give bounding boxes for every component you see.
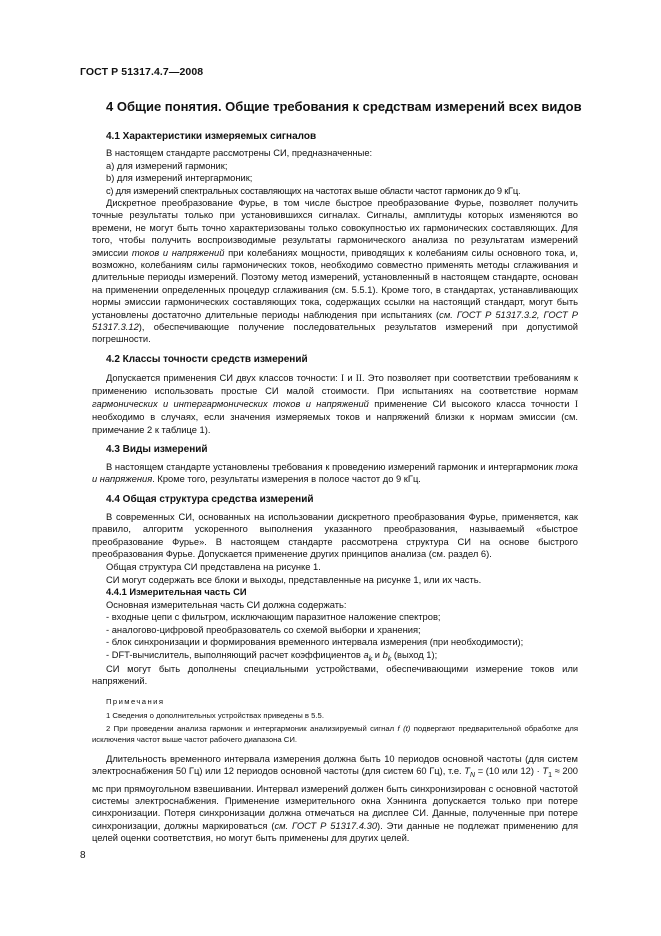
measurement-interval-paragraph: Длительность временного интервала измерения должна быть 10 периодов основной частоты (для систем электроснабжения 50 Гц) или 12 периодов основной частоты (для систем 60 Гц), т.е. $T_N = (10$ или $12) \cdot T_1 \approx 200$ мс при прямоугольном взвешивании. Интервал измерений должен быть синхронизирован с основной частотой системы электроснабжения. Применение измерительного окна Хэннинга допускается только при потере синхронизации. Потеря синхронизации должна отмечаться на дисплее СИ. Данные, полученные при потере синхронизации, должны маркироваться (см. ГОСТ Р 51317.4.30). Эти данные не подлежат применению для целей оценки соответствия, но могут быть применены для других целей. [92, 754, 579, 844]
s42-paragraph: Допускается применения СИ двух классов точности: I и II. Это позволяет при соответствии требованиям к применению использовать простые СИ малой стоимости. При испытаниях на соответствие нормам гармонических и интергармонических токов и напряжений применение СИ высокого класса точности I необходимо в случаях, если значения измеряемых токов и напряжений близки к нормам эмиссии (см. примечание 2 к таблице 1). [92, 373, 578, 435]
subsection-4-1-title: 4.1 Характеристики измеряемых сигналов [106, 131, 317, 142]
s441-extra: СИ могут быть дополнены специальными устройствами, обеспечивающими измерение токов или напряжений. [92, 664, 578, 687]
section-4-title: 4 Общие понятия. Общие требования к средствам измерений всех видов [106, 99, 582, 114]
subsection-4-4-1-title: 4.4.1 Измерительная часть СИ [106, 587, 247, 597]
s41-item-a: а) для измерений гармоник; [106, 160, 228, 171]
page-number: 8 [80, 850, 86, 861]
note-1: 1 Сведения о дополнительных устройствах приведены в 5.5. [106, 711, 324, 720]
s441-item-sync: - блок синхронизации и формирования временного интервала измерения (при необходимости); [106, 637, 524, 647]
s44-paragraph-1: В современных СИ, основанных на использовании дискретного преобразования Фурье, применяется, как правило, алгоритм ускоренного выполнения указанного преобразования, называемый «быстрое преобразование Фурье». В настоящем стандарте рассмотрена структура СИ на основе быстрого преобразования Фурье. Допускается применение других принципов анализа (см. раздел 6). [92, 512, 578, 560]
s43-paragraph: В настоящем стандарте установлены требования к проведению измерений гармоник и интергармоник тока и напряжения. Кроме того, результаты измерения в полосе частот до 9 кГц. [92, 462, 578, 485]
subsection-4-3-title: 4.3 Виды измерений [106, 444, 208, 455]
s441-item-adc: - аналогово-цифровой преобразователь со схемой выборки и хранения; [106, 624, 421, 635]
s41-intro: В настоящем стандарте рассмотрены СИ, предназначенные: [106, 148, 373, 158]
s441-item-dft: - DFT-вычислитель, выполняющий расчет коэффициентов $a_k$ и $b_k$ (выход 1); [106, 649, 438, 663]
s441-intro: Основная измерительная часть СИ должна содержать: [106, 599, 347, 610]
s44-paragraph-2: Общая структура СИ представлена на рисунке 1. [106, 562, 321, 572]
s41-paragraph-fft: Дискретное преобразование Фурье, в том числе быстрое преобразование Фурье, позволяет получить точные результаты только при установившихся сигналах. Сигналы, амплитуды которых изменяются во времени, не могут быть точно характеризованы только совокупностью их гармонических составляющих. Для того, чтобы получить воспроизводимые результаты гармонического анализа по результатам измерений эмиссии токов и напряжений при колебаниях мощности, приводящих к колебаниям силы основного тока, и, возможно, колебаниям силы гармонических токов, необходимо совместно применять методы сглаживания и длительные периоды измерений. Поэтому метод измерений, установленный в настоящем стандарте, основан на применении определенных процедур сглаживания (см. 5.5.1). Кроме того, в стандартах, устанавливающих нормы эмиссии гармонических составляющих тока, содержащих ссылки на настоящий стандарт, могут быть установлены достаточно длительные периоды наблюдения при испытаниях (см. ГОСТ Р 51317.3.2, ГОСТ Р 51317.3.12), обеспечивающие получение последовательных результатов измерений при допустимой погрешности. [92, 198, 579, 345]
notes-title: Примечания [106, 697, 165, 706]
s41-item-b: b) для измерений интергармоник; [106, 173, 253, 183]
s441-item-filter: - входные цепи с фильтром, исключающим паразитное наложение спектров; [106, 612, 441, 622]
s41-item-c: с) для измерений спектральных составляющих на частотах выше области частот гармоник до 9 кГц. [106, 185, 521, 196]
s44-paragraph-3: СИ могут содержать все блоки и выходы, представленные на рисунке 1, или их часть. [106, 574, 482, 585]
note-2: 2 При проведении анализа гармоник и интергармоник анализируемый сигнал f (t) подвергают предварительной обработке для исключения частот выше частот рабочего диапазона СИ. [92, 724, 578, 744]
document-header: ГОСТ Р 51317.4.7—2008 [80, 66, 204, 78]
subsection-4-4-title: 4.4 Общая структура средства измерений [106, 494, 314, 505]
subsection-4-2-title: 4.2 Классы точности средств измерений [106, 354, 308, 365]
